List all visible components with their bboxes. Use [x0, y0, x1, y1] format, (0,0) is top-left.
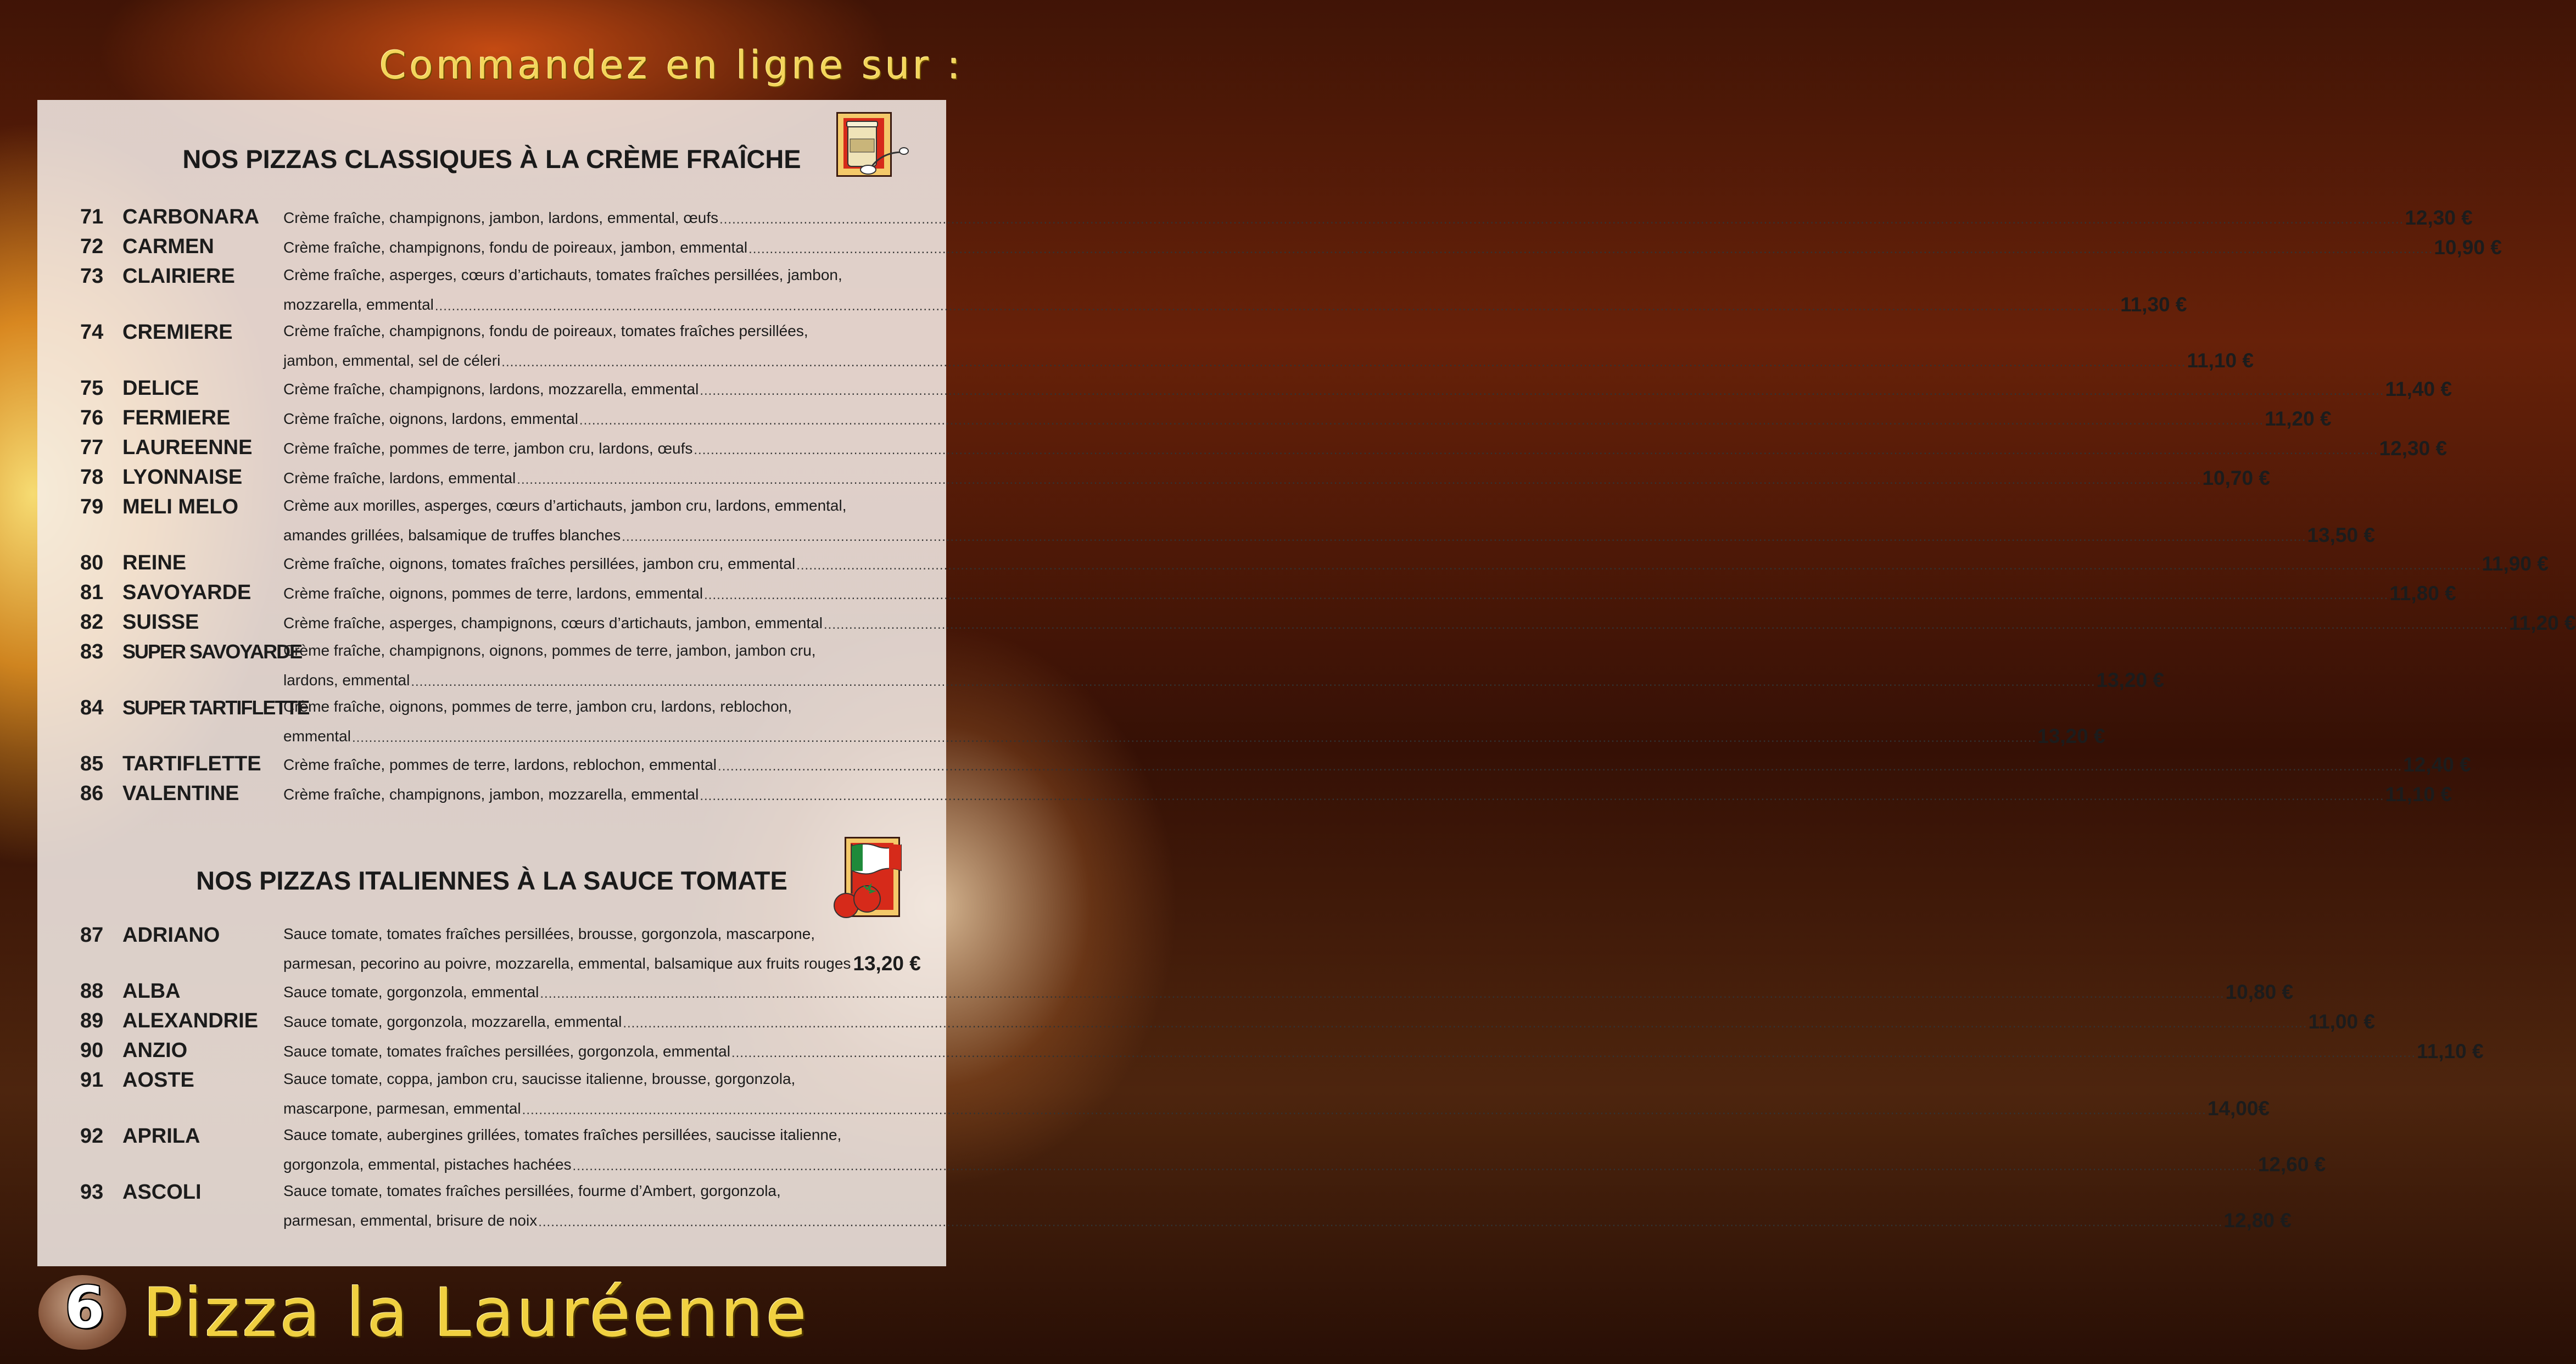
section-title-creme: NOS PIZZAS CLASSIQUES À LA CRÈME FRAÎCHE: [182, 144, 801, 174]
dot-leader: ................................................................................................................................................................................................................................................................................................................................................................................................................: [748, 242, 2433, 256]
page-header-title: Commandez en ligne sur :: [379, 43, 964, 88]
item-price: 14,00€: [2207, 1097, 2270, 1120]
item-name: SAVOYARDE: [122, 581, 252, 604]
item-description: [283, 920, 921, 977]
item-number: 73: [80, 265, 104, 288]
description-line: lardons, emmental: [283, 672, 410, 689]
description-line: parmesan, pecorino au poivre, mozzarella, emmental, balsamique aux fruits rouges: [283, 955, 851, 972]
item-number: 71: [80, 205, 104, 228]
item-description: [283, 202, 2473, 232]
description-line: emmental: [283, 728, 351, 745]
dot-leader: ................................................................................................................................................................................................................................................................................................................................................................................................................: [823, 617, 2508, 632]
description-line: Crème fraîche, lardons, emmental: [283, 469, 516, 487]
menu-item: [37, 1006, 2375, 1036]
item-name: TARTIFLETTE: [122, 752, 261, 775]
dot-leader: ................................................................................................................................................................................................................................................................................................................................................................................................................: [694, 443, 2378, 457]
menu-item: [37, 462, 2270, 492]
item-number: 77: [80, 436, 104, 459]
dot-leader: ................................................................................................................................................................................................................................................................................................................................................................................................................: [572, 1159, 2257, 1173]
item-name: ANZIO: [122, 1039, 188, 1062]
item-name: ALEXANDRIE: [122, 1009, 259, 1032]
description-line: gorgonzola, emmental, pistaches hachées: [283, 1156, 572, 1173]
menu-item: [37, 433, 2448, 462]
item-price: 13,50 €: [2307, 524, 2375, 546]
item-name: REINE: [122, 551, 187, 574]
description-line: mascarpone, parmesan, emmental: [283, 1100, 521, 1117]
footer-brand-title: Pizza la Lauréenne: [143, 1274, 809, 1352]
description-line: Crème aux morilles, asperges, cœurs d’artichauts, jambon cru, lardons, emmental,: [283, 497, 847, 514]
item-name: ALBA: [122, 980, 181, 1003]
item-number: 90: [80, 1039, 104, 1062]
item-number: 84: [80, 696, 104, 719]
item-name: FERMIERE: [122, 406, 231, 429]
description-line: Crème fraîche, pommes de terre, jambon cru, lardons, œufs: [283, 440, 693, 457]
menu-item: [37, 1065, 2270, 1120]
dot-leader: ................................................................................................................................................................................................................................................................................................................................................................................................................: [796, 558, 2481, 573]
dot-leader: ................................................................................................................................................................................................................................................................................................................................................................................................................: [704, 588, 2389, 602]
item-description: [283, 779, 2452, 808]
dot-leader: ................................................................................................................................................................................................................................................................................................................................................................................................................: [719, 212, 2404, 227]
item-number: 75: [80, 377, 104, 400]
menu-item: [37, 578, 2456, 607]
description-line: Crème fraîche, oignons, tomates fraîches persillées, jambon cru, emmental: [283, 555, 796, 572]
dot-leader: ................................................................................................................................................................................................................................................................................................................................................................................................................: [522, 1103, 2206, 1117]
dot-leader: ................................................................................................................................................................................................................................................................................................................................................................................................................: [540, 986, 2225, 1001]
item-name: APRILA: [122, 1125, 200, 1148]
menu-item: [37, 779, 2452, 808]
item-number: 74: [80, 321, 104, 344]
description-line: Crème fraîche, oignons, pommes de terre, lardons, emmental: [283, 585, 703, 602]
item-name: SUPER SAVOYARDE: [122, 640, 302, 663]
dot-leader: ................................................................................................................................................................................................................................................................................................................................................................................................................: [517, 472, 2201, 487]
item-description: [283, 976, 2294, 1006]
item-price: 10,80 €: [2225, 981, 2294, 1003]
menu-item: [37, 749, 2471, 779]
item-number: 83: [80, 640, 104, 663]
item-description: [283, 261, 2187, 318]
menu-item: [37, 492, 2375, 547]
item-name: MELI MELO: [122, 495, 239, 518]
menu-item: [37, 261, 2187, 316]
item-price: 13,20 €: [2037, 725, 2105, 747]
dot-leader: ................................................................................................................................................................................................................................................................................................................................................................................................................: [718, 759, 2402, 774]
item-name: CARBONARA: [122, 205, 260, 228]
item-description: [283, 1036, 2484, 1065]
item-price: 11,10 €: [2417, 1040, 2484, 1063]
item-description: [283, 232, 2502, 261]
item-description: [283, 433, 2448, 462]
item-name: VALENTINE: [122, 782, 239, 805]
creme-pizza-list: [37, 202, 2576, 808]
item-name: SUISSE: [122, 611, 199, 634]
item-number: 91: [80, 1069, 104, 1092]
creme-fraiche-icon: [836, 112, 892, 177]
item-name: CARMEN: [122, 235, 214, 258]
item-name: AOSTE: [122, 1069, 194, 1092]
item-number: 85: [80, 752, 104, 775]
description-line: Crème fraîche, champignons, fondu de poireaux, tomates fraîches persillées,: [283, 322, 808, 339]
item-price: 12,60 €: [2258, 1153, 2326, 1176]
item-number: 81: [80, 581, 104, 604]
menu-item: [37, 1121, 2326, 1176]
item-price: 13,20 €: [853, 952, 921, 975]
description-line: Sauce tomate, gorgonzola, mozzarella, emmental: [283, 1013, 622, 1030]
description-line: mozzarella, emmental: [283, 296, 434, 313]
item-price: 13,20 €: [2096, 669, 2164, 691]
dot-leader: ................................................................................................................................................................................................................................................................................................................................................................................................................: [623, 1016, 2307, 1031]
item-name: CREMIERE: [122, 321, 233, 344]
item-number: 87: [80, 924, 104, 947]
item-price: 11,10 €: [2385, 783, 2452, 806]
dot-leader: ................................................................................................................................................................................................................................................................................................................................................................................................................: [579, 413, 2264, 428]
item-number: 86: [80, 782, 104, 805]
description-line: Crème fraîche, asperges, cœurs d’artichauts, tomates fraîches persillées, jambon,: [283, 266, 842, 283]
item-price: 11,40 €: [2385, 378, 2452, 400]
item-price: 11,00 €: [2308, 1010, 2375, 1033]
menu-item: [37, 920, 946, 975]
dot-leader: ................................................................................................................................................................................................................................................................................................................................................................................................................: [700, 383, 2384, 398]
description-line: Crème fraîche, asperges, champignons, cœurs d’artichauts, jambon, emmental: [283, 614, 823, 631]
item-description: [283, 317, 2254, 374]
item-description: [283, 548, 2549, 578]
item-name: LYONNAISE: [122, 466, 243, 489]
item-price: 11,20 €: [2265, 407, 2332, 430]
description-line: Crème fraîche, champignons, oignons, pommes de terre, jambon, jambon cru,: [283, 642, 816, 659]
item-price: 11,80 €: [2389, 582, 2456, 605]
item-description: [283, 492, 2375, 549]
item-number: 89: [80, 1009, 104, 1032]
description-line: amandes grillées, balsamique de truffes blanches: [283, 527, 621, 544]
description-line: Crème fraîche, champignons, fondu de poireaux, jambon, emmental: [283, 239, 748, 256]
item-description: [283, 373, 2452, 403]
item-price: 10,90 €: [2434, 236, 2502, 259]
description-line: Crème fraîche, pommes de terre, lardons, reblochon, emmental: [283, 756, 717, 773]
item-description: [283, 693, 2105, 750]
page-number: 6: [65, 1274, 105, 1341]
menu-item: [37, 403, 2332, 433]
item-description: [283, 637, 2164, 694]
description-line: Crème fraîche, oignons, lardons, emmental: [283, 410, 578, 427]
item-number: 78: [80, 466, 104, 489]
menu-item: [37, 1177, 2292, 1232]
dot-leader: ................................................................................................................................................................................................................................................................................................................................................................................................................: [501, 355, 2186, 370]
menu-panel: [37, 100, 2576, 1266]
description-line: parmesan, emmental, brisure de noix: [283, 1212, 538, 1229]
menu-item: [37, 1036, 2484, 1065]
item-description: [283, 462, 2270, 492]
item-number: 79: [80, 495, 104, 518]
description-line: Sauce tomate, gorgonzola, emmental: [283, 983, 539, 1000]
menu-item: [37, 202, 2473, 232]
item-description: [283, 403, 2332, 433]
item-number: 93: [80, 1181, 104, 1204]
menu-item: [37, 232, 2502, 261]
menu-item: [37, 607, 2576, 637]
menu-item: [37, 317, 2254, 372]
item-number: 76: [80, 406, 104, 429]
item-number: 92: [80, 1125, 104, 1148]
item-description: [283, 1121, 2326, 1178]
item-description: [283, 1177, 2292, 1234]
description-line: Crème fraîche, champignons, lardons, mozzarella, emmental: [283, 381, 699, 398]
item-price: 11,90 €: [2482, 552, 2549, 575]
description-line: Sauce tomate, coppa, jambon cru, saucisse italienne, brousse, gorgonzola,: [283, 1070, 796, 1087]
item-number: 72: [80, 235, 104, 258]
item-name: DELICE: [122, 377, 199, 400]
item-price: 10,70 €: [2202, 467, 2270, 489]
item-number: 80: [80, 551, 104, 574]
menu-item: [37, 976, 2294, 1006]
description-line: jambon, emmental, sel de céleri: [283, 352, 501, 369]
item-description: [283, 607, 2576, 637]
item-description: [283, 1065, 2270, 1122]
item-name: CLAIRIERE: [122, 265, 235, 288]
section-title-italiennes: NOS PIZZAS ITALIENNES À LA SAUCE TOMATE: [196, 866, 787, 895]
item-description: [283, 1006, 2375, 1036]
item-number: 88: [80, 980, 104, 1003]
item-number: 82: [80, 611, 104, 634]
description-line: Crème fraîche, oignons, pommes de terre, jambon cru, lardons, reblochon,: [283, 698, 792, 715]
item-name: ASCOLI: [122, 1181, 202, 1204]
dot-leader: ................................................................................................................................................................................................................................................................................................................................................................................................................: [538, 1215, 2223, 1229]
menu-item: [37, 548, 2549, 578]
item-name: SUPER TARTIFLETTE: [122, 696, 309, 719]
item-price: 11,20 €: [2509, 612, 2576, 634]
description-line: Sauce tomate, tomates fraîches persillées, gorgonzola, emmental: [283, 1043, 730, 1060]
dot-leader: ................................................................................................................................................................................................................................................................................................................................................................................................................: [622, 529, 2306, 544]
menu-item: [37, 637, 2164, 692]
description-line: Sauce tomate, aubergines grillées, tomates fraîches persillées, saucisse italienne,: [283, 1126, 842, 1143]
dot-leader: ................................................................................................................................................................................................................................................................................................................................................................................................................: [700, 789, 2384, 803]
menu-item: [37, 693, 2105, 748]
dot-leader: ................................................................................................................................................................................................................................................................................................................................................................................................................: [411, 674, 2096, 689]
description-line: Sauce tomate, tomates fraîches persillées, fourme d’Ambert, gorgonzola,: [283, 1182, 781, 1199]
description-line: Sauce tomate, tomates fraîches persillées, brousse, gorgonzola, mascarpone,: [283, 925, 815, 942]
italian-pizza-list: [37, 920, 2484, 1233]
description-line: Crème fraîche, champignons, jambon, lardons, emmental, œufs: [283, 209, 719, 226]
item-name: ADRIANO: [122, 924, 220, 947]
item-description: [283, 749, 2471, 779]
dot-leader: ................................................................................................................................................................................................................................................................................................................................................................................................................: [351, 730, 2037, 745]
item-description: [283, 578, 2456, 607]
item-name: LAUREENNE: [122, 436, 253, 459]
item-price: 12,30 €: [2379, 437, 2448, 460]
italian-flag-tomato-icon: [845, 837, 900, 917]
item-price: 11,10 €: [2187, 349, 2254, 372]
description-line: Crème fraîche, champignons, jambon, mozzarella, emmental: [283, 786, 699, 803]
menu-item: [37, 373, 2452, 403]
item-price: 12,40 €: [2403, 753, 2471, 776]
dot-leader: ................................................................................................................................................................................................................................................................................................................................................................................................................: [434, 299, 2120, 314]
item-price: 12,80 €: [2223, 1209, 2292, 1232]
dot-leader: ................................................................................................................................................................................................................................................................................................................................................................................................................: [731, 1046, 2416, 1060]
item-price: 12,30 €: [2405, 206, 2473, 229]
item-price: 11,30 €: [2120, 293, 2187, 316]
